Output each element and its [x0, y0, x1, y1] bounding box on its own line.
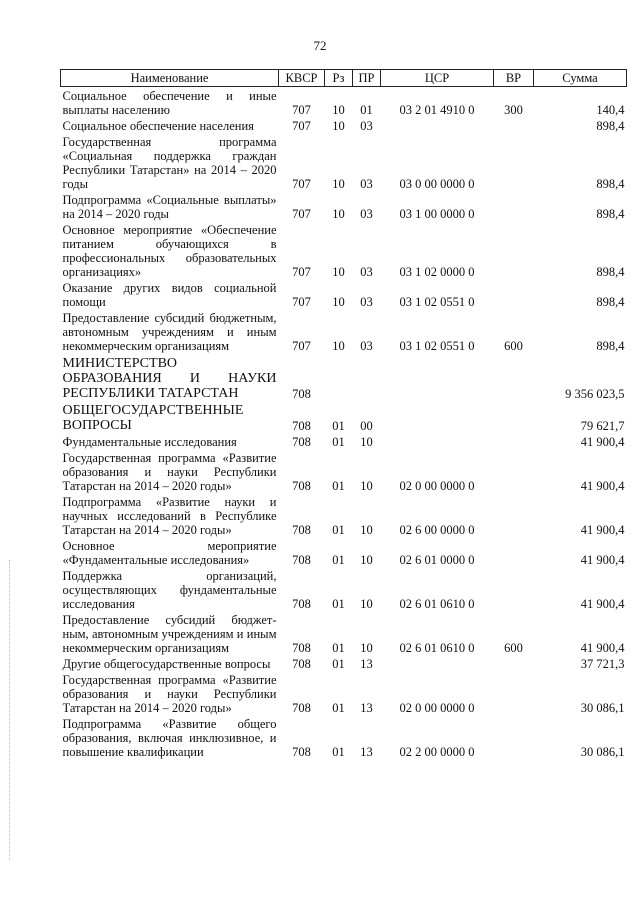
row-vr [494, 279, 534, 309]
row-name: Подпрограмма «Развитие науки и научных исследований в Республике Татарстан на 2014 – 2020 годы» [62, 495, 277, 537]
row-name: Государственная программа «Развитие образования и науки Республики Татарстан на 2014 – 2020 годы» [62, 451, 277, 493]
row-csr: 02 0 00 0000 0 [399, 701, 475, 715]
row-rz: 01 [332, 435, 345, 449]
table-row [61, 671, 627, 715]
row-csr: 03 1 02 0000 0 [399, 265, 475, 279]
row-csr: 02 6 01 0610 0 [399, 597, 475, 611]
margin-artifact [9, 560, 11, 860]
row-pr: 03 [360, 119, 373, 133]
row-sum: 79 621,7 [580, 419, 625, 433]
table-row [61, 433, 627, 449]
row-csr [381, 401, 494, 433]
row-kvsr: 708 [292, 745, 311, 759]
row-pr: 03 [360, 265, 373, 279]
row-vr [494, 537, 534, 567]
row-vr: 600 [504, 641, 523, 655]
table-row [61, 309, 627, 353]
row-pr: 10 [360, 523, 373, 537]
header-sum: Сумма [534, 70, 627, 87]
header-name: Наименование [61, 70, 279, 87]
row-name: Социальное обеспечение населения [62, 119, 254, 133]
row-kvsr: 707 [292, 339, 311, 353]
row-name: Подпрограмма «Развитие общего образования, включая инклюзивное, и повышение квалификации [62, 717, 277, 759]
row-csr [381, 353, 494, 401]
row-pr: 13 [360, 745, 373, 759]
row-kvsr: 708 [292, 553, 311, 567]
row-rz: 10 [332, 265, 345, 279]
row-csr: 03 1 02 0551 0 [399, 295, 475, 309]
row-vr [494, 433, 534, 449]
row-csr [381, 433, 494, 449]
row-csr: 03 1 00 0000 0 [399, 207, 475, 221]
table-row [61, 353, 627, 401]
table-row [61, 715, 627, 759]
row-vr [494, 117, 534, 133]
row-vr [494, 493, 534, 537]
row-name: Другие общегосударственные вопросы [62, 657, 271, 671]
header-vr: ВР [494, 70, 534, 87]
row-vr [494, 221, 534, 279]
row-pr: 10 [360, 641, 373, 655]
row-pr: 03 [360, 339, 373, 353]
row-kvsr: 708 [292, 479, 311, 493]
row-csr: 02 6 01 0610 0 [399, 641, 475, 655]
table-row [61, 567, 627, 611]
row-name: МИНИСТЕРСТВО ОБРАЗОВАНИЯ И НАУКИ РЕСПУБЛИКИ ТАТАРСТАН [62, 356, 277, 401]
row-csr: 02 2 00 0000 0 [399, 745, 475, 759]
header-rz: Рз [325, 70, 353, 87]
row-sum: 41 900,4 [580, 435, 625, 449]
row-name: Государственная программа «Социальная поддержка граждан Республики Татарстан» на 2014 – 2020 годы [62, 135, 277, 191]
header-pr: ПР [353, 70, 381, 87]
table-row [61, 221, 627, 279]
table-row [61, 537, 627, 567]
row-kvsr: 708 [292, 641, 311, 655]
table-row [61, 117, 627, 133]
row-name: Подпрограмма «Социальные выплаты» на 2014 – 2020 годы [62, 193, 277, 221]
row-pr: 13 [360, 657, 373, 671]
row-kvsr: 708 [292, 435, 311, 449]
row-sum: 41 900,4 [580, 523, 625, 537]
row-name: Фундаментальные исследования [62, 435, 237, 449]
row-kvsr: 708 [292, 523, 311, 537]
row-name: Поддержка организаций, осуществляющих фундаментальные исследования [62, 569, 277, 611]
row-rz: 01 [332, 479, 345, 493]
row-vr: 600 [504, 339, 523, 353]
row-rz: 01 [332, 419, 345, 433]
row-rz: 10 [332, 119, 345, 133]
header-kvsr: КВСР [279, 70, 325, 87]
table-row [61, 87, 627, 118]
row-name: Государственная программа «Развитие образования и науки Республики Татарстан на 2014 – 2020 годы» [62, 673, 277, 715]
row-pr: 13 [360, 701, 373, 715]
row-sum: 898,4 [596, 265, 625, 279]
row-sum: 41 900,4 [580, 597, 625, 611]
row-rz: 10 [332, 339, 345, 353]
row-rz: 10 [332, 207, 345, 221]
row-rz: 01 [332, 745, 345, 759]
row-sum: 898,4 [596, 295, 625, 309]
row-vr [494, 353, 534, 401]
row-sum: 9 356 023,5 [565, 387, 625, 401]
row-pr: 03 [360, 177, 373, 191]
row-sum: 41 900,4 [580, 479, 625, 493]
row-kvsr: 707 [292, 265, 311, 279]
table-row [61, 279, 627, 309]
row-pr: 10 [360, 435, 373, 449]
row-pr [353, 353, 381, 401]
table-row [61, 191, 627, 221]
row-csr: 02 6 00 0000 0 [399, 523, 475, 537]
row-sum: 898,4 [596, 119, 625, 133]
row-sum: 898,4 [596, 339, 625, 353]
row-vr [494, 655, 534, 671]
row-pr: 10 [360, 479, 373, 493]
row-kvsr: 707 [292, 295, 311, 309]
row-sum: 30 086,1 [580, 701, 625, 715]
row-name: Предоставление субсидий бюджет- ным, автономным учреждениям и иным некоммерческим организациям [62, 613, 277, 655]
row-rz [325, 353, 353, 401]
row-rz: 10 [332, 295, 345, 309]
row-rz: 01 [332, 523, 345, 537]
row-csr: 03 2 01 4910 0 [399, 103, 475, 117]
row-vr [494, 191, 534, 221]
row-sum: 898,4 [596, 177, 625, 191]
row-name: Оказание других видов социальной помощи [62, 281, 277, 309]
table-row [61, 655, 627, 671]
row-sum: 41 900,4 [580, 641, 625, 655]
row-sum: 41 900,4 [580, 553, 625, 567]
row-rz: 10 [332, 177, 345, 191]
row-pr: 10 [360, 553, 373, 567]
row-rz: 01 [332, 701, 345, 715]
row-sum: 30 086,1 [580, 745, 625, 759]
row-pr: 03 [360, 295, 373, 309]
row-kvsr: 708 [292, 701, 311, 715]
row-pr: 10 [360, 597, 373, 611]
row-csr: 03 0 00 0000 0 [399, 177, 475, 191]
row-csr: 02 0 00 0000 0 [399, 479, 475, 493]
row-pr: 01 [360, 103, 373, 117]
row-vr [494, 401, 534, 433]
row-kvsr: 708 [292, 419, 311, 433]
budget-table [60, 69, 627, 759]
row-name: Социальное обеспечение и иные выплаты населению [62, 89, 277, 117]
row-vr: 300 [504, 103, 523, 117]
row-rz: 01 [332, 553, 345, 567]
row-kvsr: 707 [292, 119, 311, 133]
row-name: Предоставление субсидий бюджетным, автономным учреждениям и иным некоммерческим организациям [62, 311, 277, 353]
row-csr: 03 1 02 0551 0 [399, 339, 475, 353]
row-csr: 02 6 01 0000 0 [399, 553, 475, 567]
row-vr [494, 133, 534, 191]
row-sum: 898,4 [596, 207, 625, 221]
row-name: ОБЩЕГОСУДАРСТВЕННЫЕ ВОПРОСЫ [62, 403, 244, 433]
row-vr [494, 449, 534, 493]
row-name: Основное мероприятие «Обеспечение питанием обучающихся в профессиональных образовательных организациях» [62, 223, 277, 279]
page-number: 72 [313, 38, 327, 53]
row-vr [494, 715, 534, 759]
row-vr [494, 567, 534, 611]
row-pr: 00 [360, 419, 373, 433]
row-kvsr: 707 [292, 103, 311, 117]
table-row [61, 493, 627, 537]
row-csr [381, 655, 494, 671]
row-pr: 03 [360, 207, 373, 221]
row-csr [381, 117, 494, 133]
row-sum: 140,4 [596, 103, 625, 117]
header-csr: ЦСР [381, 70, 494, 87]
row-kvsr: 708 [292, 387, 311, 401]
row-kvsr: 707 [292, 177, 311, 191]
row-name: Основное мероприятие «Фундаментальные исследования» [62, 539, 277, 567]
row-rz: 01 [332, 641, 345, 655]
table-header-row [61, 70, 627, 87]
table-row [61, 401, 627, 433]
table-row [61, 449, 627, 493]
row-rz: 01 [332, 597, 345, 611]
table-row [61, 133, 627, 191]
row-vr [494, 671, 534, 715]
row-rz: 10 [332, 103, 345, 117]
row-sum: 37 721,3 [580, 657, 625, 671]
table-row [61, 611, 627, 655]
row-rz: 01 [332, 657, 345, 671]
row-kvsr: 708 [292, 657, 311, 671]
row-kvsr: 708 [292, 597, 311, 611]
row-kvsr: 707 [292, 207, 311, 221]
